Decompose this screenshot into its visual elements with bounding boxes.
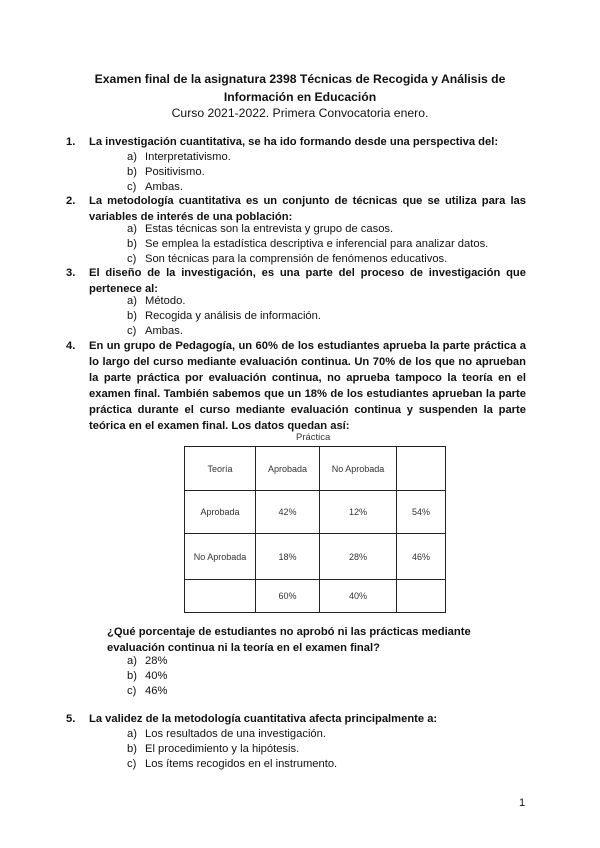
- question-number: 2.: [66, 195, 76, 207]
- question-1: [66, 134, 526, 150]
- table-cell: [397, 580, 446, 613]
- option-text: Los resultados de una investigación.: [145, 728, 326, 740]
- table-cell: Aprobada: [256, 447, 320, 491]
- question-5: [66, 711, 526, 727]
- option-text: Ambas.: [145, 181, 183, 193]
- table-cell: 46%: [397, 534, 446, 580]
- table-cell: Teoría: [185, 447, 256, 491]
- results-table: [184, 446, 446, 613]
- option-letter: b): [127, 166, 137, 178]
- option-text: Se emplea la estadística descriptiva e inferencial para analizar datos.: [145, 238, 489, 250]
- question-number: 1.: [66, 136, 76, 148]
- option-text: Son técnicas para la comprensión de fenómenos educativos.: [145, 253, 448, 265]
- question-text: La metodología cuantitativa es un conjunto de técnicas que se utiliza para las variables de interés de una población:: [89, 195, 526, 223]
- exam-title-line1: Examen final de la asignatura 2398 Técnicas de Recogida y Análisis de: [94, 72, 506, 86]
- question-text: En un grupo de Pedagogía, un 60% de los estudiantes aprueba la parte práctica a lo largo del curso mediante evaluación continua. Un 70% de los que no aprueban la parte práctica por evaluación continua, no aprueba tampoco la teoría en el examen final. También sabemos que un 18% de los estudiantes aprueban la parte práctica durante el curso mediante evaluación continua y suspenden la parte teórica en el examen final. Los datos quedan así:: [89, 340, 526, 432]
- question-4-followup: ¿Qué porcentaje de estudiantes no aprobó ni las prácticas mediante evaluación continua ni la teoría en el examen final?: [107, 626, 471, 654]
- question-text: La investigación cuantitativa, se ha ido formando desde una perspectiva del:: [89, 136, 499, 148]
- question-2: [66, 193, 526, 225]
- option-text: Estas técnicas son la entrevista y grupo de casos.: [145, 223, 394, 235]
- exam-title-line2: Información en Educación: [223, 90, 377, 104]
- question-number: 4.: [66, 340, 76, 352]
- option-text: 28%: [145, 655, 168, 667]
- option-letter: b): [127, 743, 137, 755]
- table-cell: No Aprobada: [320, 447, 397, 491]
- table-cell: 12%: [320, 491, 397, 534]
- question-number: 3.: [66, 267, 76, 279]
- table-cell: 28%: [320, 534, 397, 580]
- table-cell: 54%: [397, 491, 446, 534]
- table-title: Práctica: [296, 432, 331, 443]
- option-letter: c): [127, 253, 137, 265]
- option-letter: a): [127, 151, 137, 163]
- table-cell: 42%: [256, 491, 320, 534]
- exam-subtitle: Curso 2021-2022. Primera Convocatoria enero.: [171, 106, 429, 120]
- option-letter: a): [127, 655, 137, 667]
- option-text: Positivismo.: [145, 166, 205, 178]
- table-cell: 18%: [256, 534, 320, 580]
- option-text: Recogida y análisis de información.: [145, 310, 321, 322]
- table-cell: 40%: [320, 580, 397, 613]
- question-number: 5.: [66, 713, 76, 725]
- option-text: El procedimiento y la hipótesis.: [145, 743, 300, 755]
- option-text: 40%: [145, 670, 168, 682]
- option-letter: c): [127, 181, 137, 193]
- page-number: 1: [519, 797, 526, 809]
- option-letter: a): [127, 295, 137, 307]
- option-letter: b): [127, 670, 137, 682]
- option-text: Ambas.: [145, 325, 183, 337]
- option-letter: b): [127, 238, 137, 250]
- option-text: Los ítems recogidos en el instrumento.: [145, 758, 338, 770]
- question-text: El diseño de la investigación, es una parte del proceso de investigación que pertenece al:: [89, 267, 526, 295]
- table-cell: [397, 447, 446, 491]
- table-cell: 60%: [256, 580, 320, 613]
- table-cell: [185, 580, 256, 613]
- option-text: Interpretativismo.: [145, 151, 231, 163]
- option-letter: a): [127, 728, 137, 740]
- option-letter: c): [127, 685, 137, 697]
- question-3: [66, 265, 526, 297]
- question-4: [66, 338, 526, 434]
- option-text: 46%: [145, 685, 168, 697]
- option-letter: c): [127, 325, 137, 337]
- option-letter: b): [127, 310, 137, 322]
- table-cell: Aprobada: [185, 491, 256, 534]
- question-text: La validez de la metodología cuantitativa afecta principalmente a:: [89, 713, 438, 725]
- option-letter: c): [127, 758, 137, 770]
- table-cell: No Aprobada: [185, 534, 256, 580]
- option-text: Método.: [145, 295, 186, 307]
- option-letter: a): [127, 223, 137, 235]
